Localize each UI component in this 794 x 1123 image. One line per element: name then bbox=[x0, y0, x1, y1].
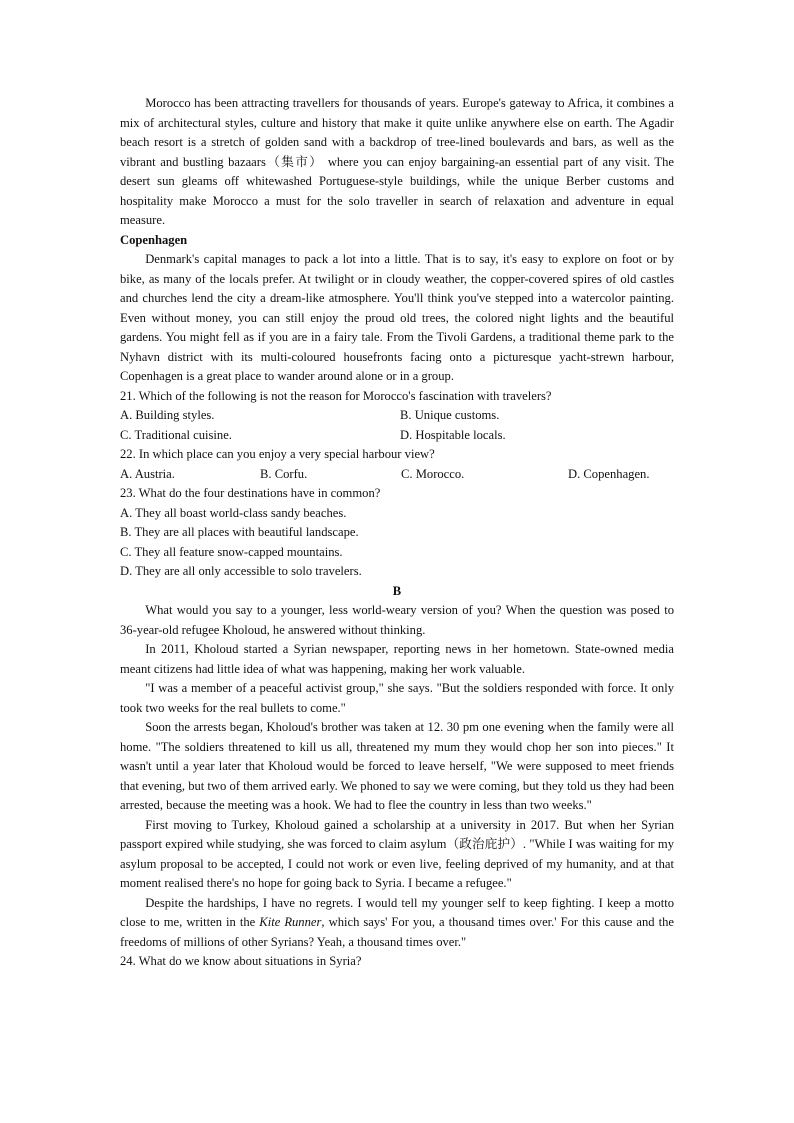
question-21-option-d: D. Hospitable locals. bbox=[400, 427, 506, 442]
question-21-options-row-1 bbox=[120, 406, 674, 426]
question-21-option-a: A. Building styles. bbox=[120, 408, 215, 422]
copenhagen-heading: Copenhagen bbox=[120, 232, 188, 247]
question-22-option-c: C. Morocco. bbox=[401, 466, 465, 481]
question-22-options bbox=[120, 465, 674, 485]
question-21-stem: 21. Which of the following is not the reason for Morocco's fascination with travelers? bbox=[120, 388, 552, 403]
section-b-paragraph-3: "I was a member of a peaceful activist group," she says. "But the soldiers responded with force. It only took two weeks for the real bullets to come." bbox=[120, 681, 674, 715]
question-22-option-d: D. Copenhagen. bbox=[568, 466, 650, 481]
question-21-options-row-2 bbox=[120, 426, 674, 446]
section-b-heading: B bbox=[392, 583, 402, 598]
section-b-paragraph-5: First moving to Turkey, Kholoud gained a scholarship at a university in 2017. But when her Syrian passport expired while studying, she was forced to claim asylum（政治庇护）. "While I was waiting for my asylum proposal to be accepted, I could not work or even live, feeling deprived of my humanity, and at that moment realised there's no hope for going back to Syria. I became a refugee." bbox=[120, 817, 674, 890]
copenhagen-paragraph: Denmark's capital manages to pack a lot into a little. That is to say, it's easy to explore on foot or by bike, as many of the locals prefer. At twilight or in cloudy weather, the copper-covered spires of old castles and churches lend the city a dream-like atmosphere. You'll think you've stepped into a watercolor painting. Even without money, you can still enjoy the proud old trees, the colored night lights and the beautiful gardens. You might fell as if you are in a fairy tale. From the Tivoli Gardens, a traditional theme park to the Nyhavn district with its multi-coloured housefronts facing onto a picturesque yacht-strewn harbour, Copenhagen is a great place to wander around alone or in a group. bbox=[120, 252, 674, 383]
morocco-paragraph: Morocco has been attracting travellers for thousands of years. Europe's gateway to Africa, it combines a mix of architectural styles, culture and history that make it quite unlike anywhere else on earth. The Agadir beach resort is a stretch of golden sand with a backdrop of tree-lined boulevards and bars, as well as the vibrant and bustling bazaars（集市） where you can enjoy bargaining-an essential part of any visit. The desert sun gleams off whitewashed Portuguese-style buildings, while the unique Berber customs and hospitality make Morocco a must for the solo traveller in search of relaxation and adventure in equal measure. bbox=[120, 96, 674, 227]
question-22-option-a: A. Austria. bbox=[120, 466, 175, 481]
question-21-option-b: B. Unique customs. bbox=[400, 408, 500, 422]
exam-page bbox=[120, 94, 674, 972]
section-b-paragraph-1: What would you say to a younger, less world-weary version of you? When the question was posed to 36-year-old refugee Kholoud, he answered without thinking. bbox=[120, 603, 674, 637]
question-24-stem: 24. What do we know about situations in Syria? bbox=[120, 954, 362, 968]
question-23-stem: 23. What do the four destinations have in common? bbox=[120, 486, 381, 500]
question-23-option-c: C. They all feature snow-capped mountains. bbox=[120, 544, 343, 559]
question-23-option-d: D. They are all only accessible to solo travelers. bbox=[120, 564, 362, 578]
section-b-paragraph-2: In 2011, Kholoud started a Syrian newspaper, reporting news in her hometown. State-owned media meant citizens had little idea of what was happening, making her work valuable. bbox=[120, 642, 674, 676]
paragraph-6-text-start: Despite the hardships, I have no regrets. I would tell my younger self to keep fighting. I keep a motto close to me, written in the bbox=[120, 895, 674, 929]
question-23-option-b: B. They are all places with beautiful landscape. bbox=[120, 525, 359, 539]
section-b-paragraph-6 bbox=[120, 894, 674, 953]
question-22-stem: 22. In which place can you enjoy a very special harbour view? bbox=[120, 447, 435, 461]
section-b-paragraph-4: Soon the arrests began, Kholoud's brother was taken at 12. 30 pm one evening when the family were all home. "The soldiers threatened to kill us all, threatened my mum they would chop her son into pieces." It wasn't until a year later that Kholoud would be forced to leave herself, "We were supposed to meet friends that evening, but two of them arrived early. We phoned to say we were coming, but they told us they had been arrested, because the meeting was a hook. We had to flee the country in less than two weeks." bbox=[120, 720, 675, 812]
question-23-option-a: A. They all boast world-class sandy beaches. bbox=[120, 505, 347, 520]
question-22-option-b: B. Corfu. bbox=[260, 466, 308, 481]
paragraph-6-text-end: , which says' For you, a thousand times over.' For this cause and the freedoms of millions of other Syrians? Yeah, a thousand times over." bbox=[120, 915, 674, 949]
book-title: Kite Runner bbox=[259, 915, 322, 929]
question-21-option-c: C. Traditional cuisine. bbox=[120, 427, 232, 442]
